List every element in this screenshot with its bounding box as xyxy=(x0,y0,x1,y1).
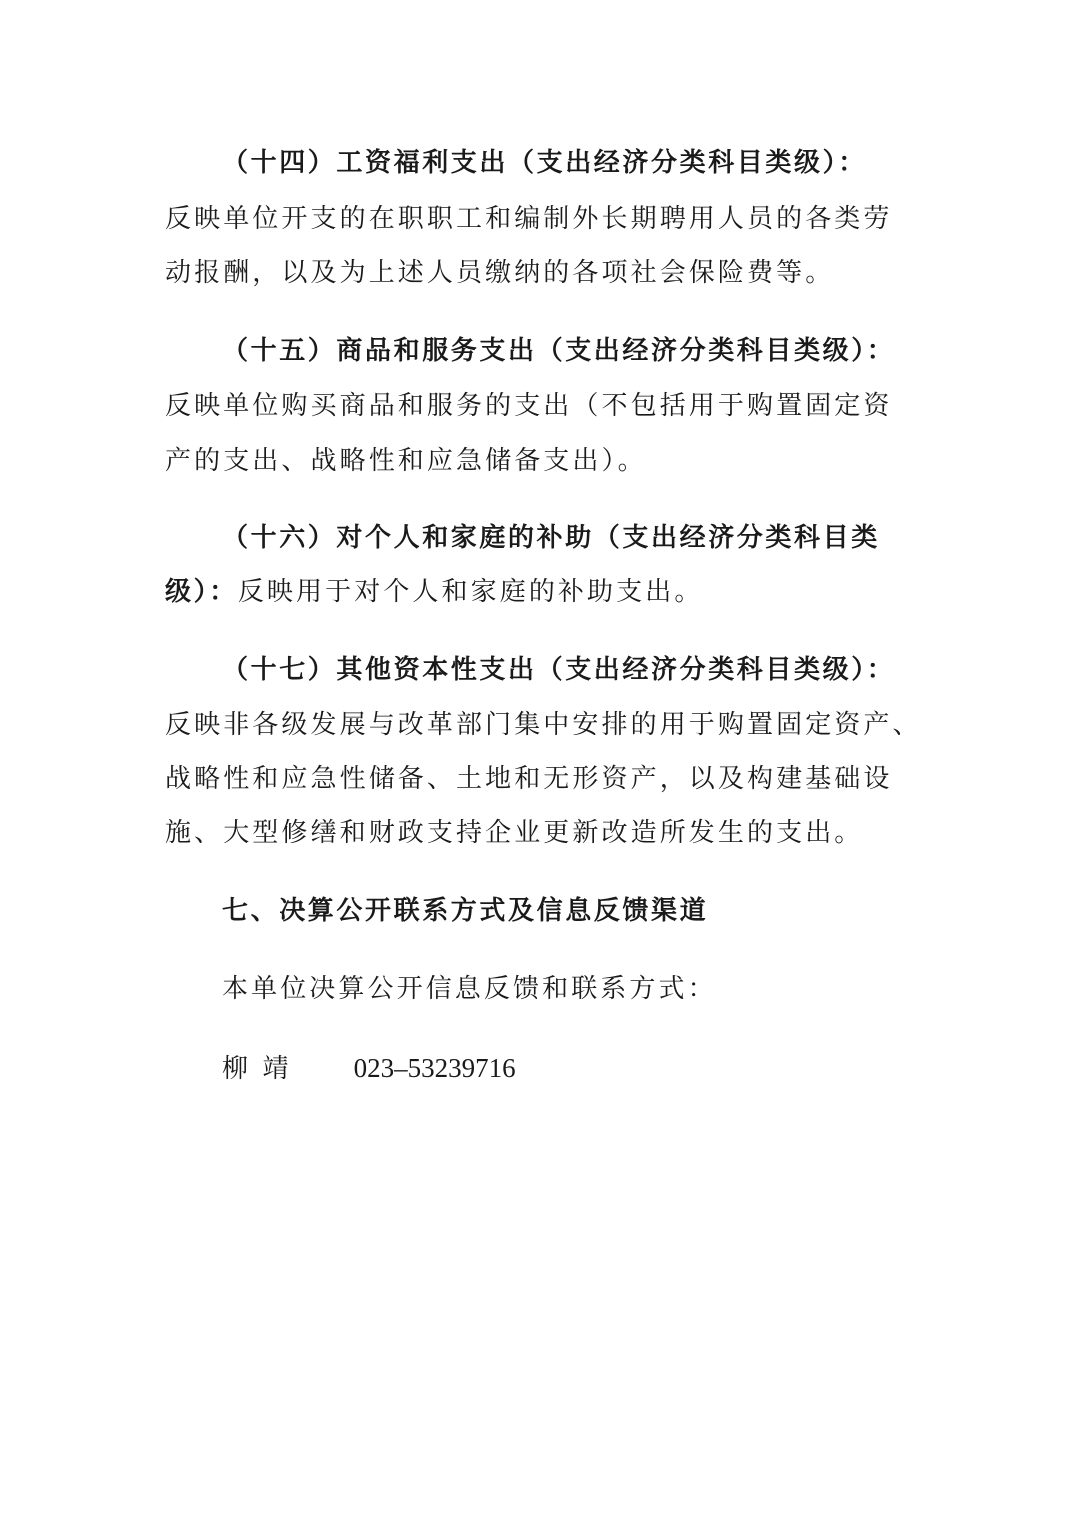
section-16-heading-cont: 级）： xyxy=(165,577,238,607)
section-15-heading: （十五）商品和服务支出（支出经济分类科目类级）： xyxy=(222,336,896,366)
section-14-heading: （十四）工资福利支出（支出经济分类科目类级）： xyxy=(222,148,867,178)
section-17-body-line-2: 战略性和应急性储备、土地和无形资产，以及构建基础设 xyxy=(165,764,893,794)
section-17-body-line-1: 反映非各级发展与改革部门集中安排的用于购置固定资产、 xyxy=(165,710,922,740)
section-17-body-line-3: 施、大型修缮和财政支持企业更新改造所发生的支出。 xyxy=(165,818,864,848)
section-14-body-line-2: 动报酬，以及为上述人员缴纳的各项社会保险费等。 xyxy=(165,258,835,288)
contact-phone: 023–53239716 xyxy=(353,1053,516,1083)
section-16-body-line xyxy=(165,577,703,607)
section-15-body-line-1: 反映单位购买商品和服务的支出（不包括用于购置固定资 xyxy=(165,391,893,421)
section-16-body: 反映用于对个人和家庭的补助支出。 xyxy=(237,577,704,607)
contact-intro: 本单位决算公开信息反馈和联系方式： xyxy=(222,974,717,1004)
section-14-body-line-1: 反映单位开支的在职职工和编制外长期聘用人员的各类劳 xyxy=(165,204,893,234)
section-16-heading: （十六）对个人和家庭的补助（支出经济分类科目类 xyxy=(222,523,880,553)
contact-name: 柳 靖 xyxy=(222,1054,292,1084)
contact-title: 七、决算公开联系方式及信息反馈渠道 xyxy=(222,896,709,926)
section-17-heading: （十七）其他资本性支出（支出经济分类科目类级）： xyxy=(222,655,896,685)
contact-line xyxy=(222,1053,516,1084)
section-15-body-line-2: 产的支出、战略性和应急储备支出）。 xyxy=(165,446,647,476)
